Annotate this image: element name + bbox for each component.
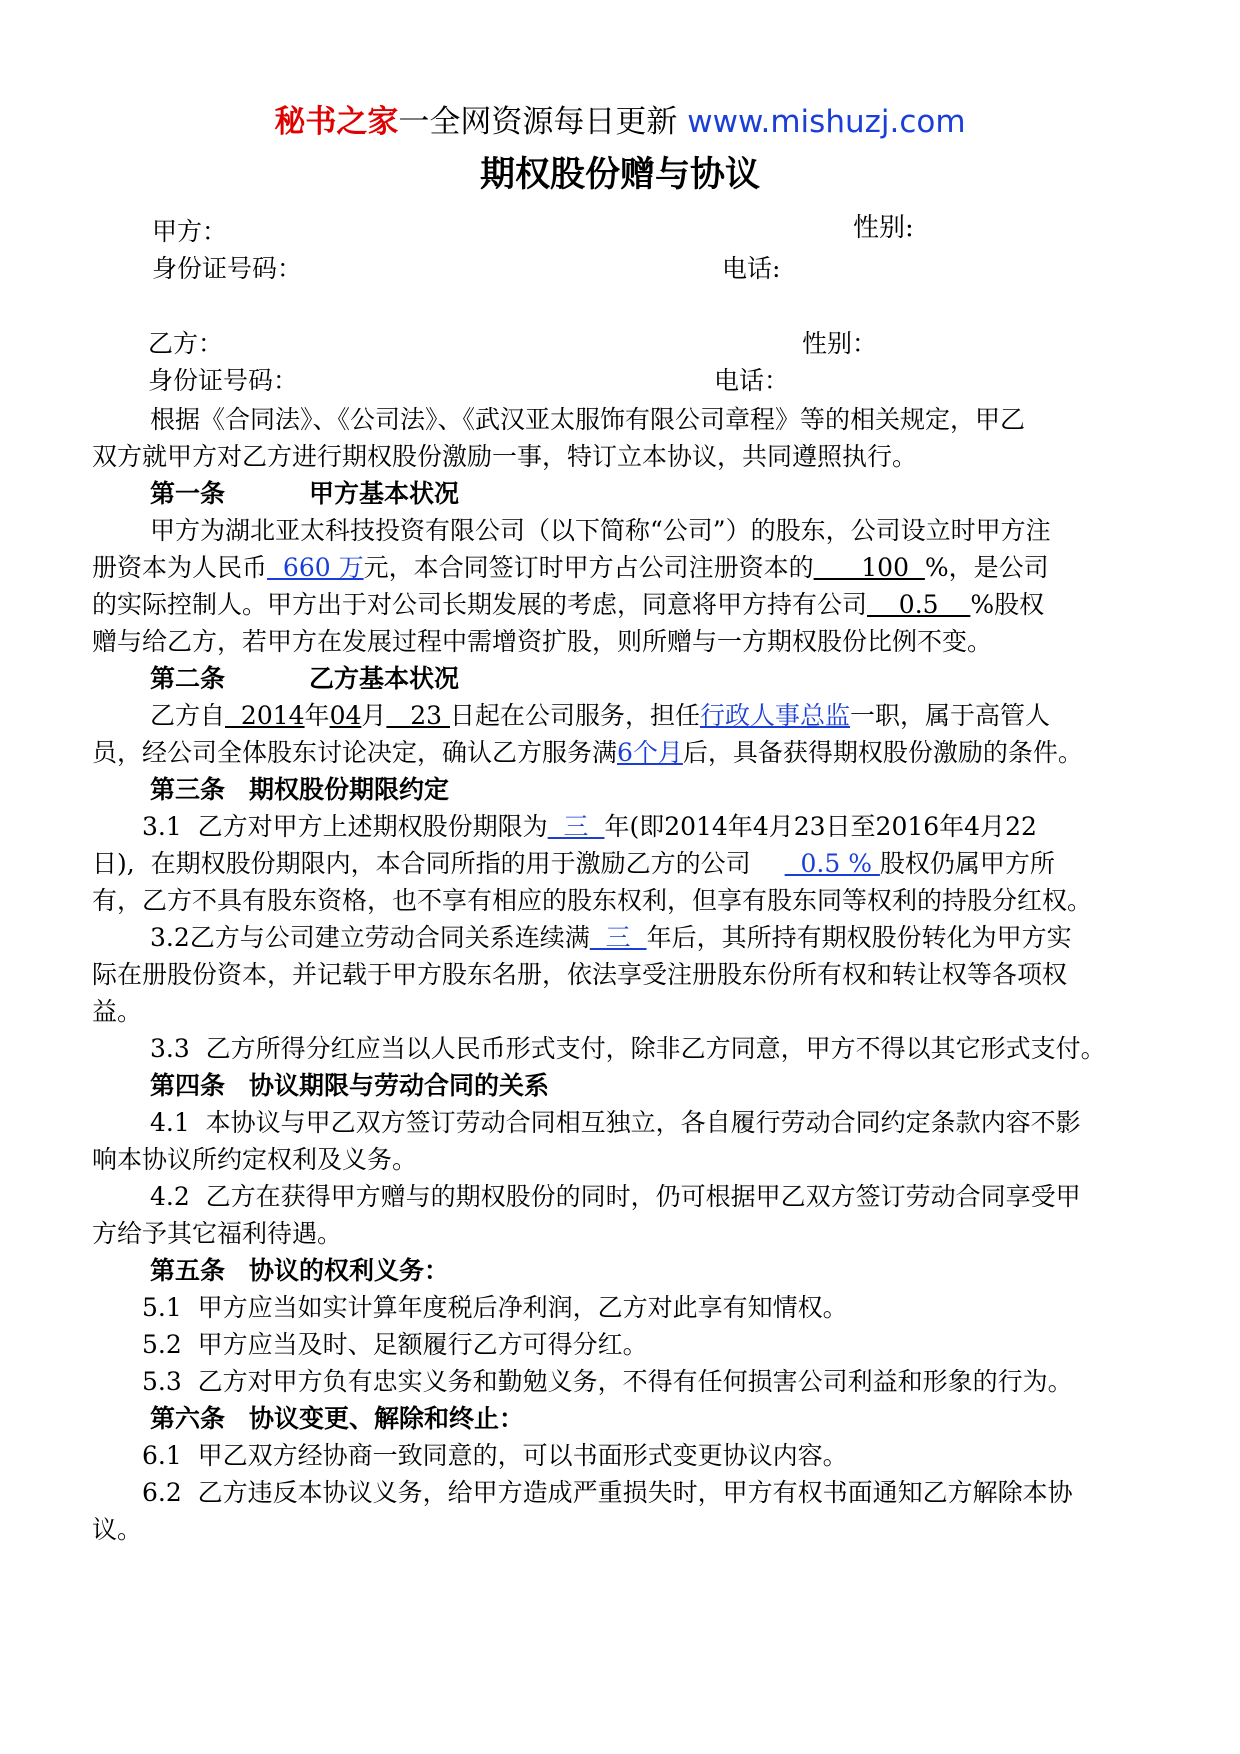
article-title: 期权股份期限约定 — [249, 775, 450, 804]
text: 3.1 乙方对甲方上述期权股份期限为 — [142, 812, 548, 841]
article-5-heading — [92, 1252, 1210, 1289]
article-number: 第二条 — [150, 664, 226, 693]
service-months-value: 6个月 — [617, 738, 683, 767]
clause-5-1: 5.1 甲方应当如实计算年度税后净利润，乙方对此享有知情权。 — [142, 1293, 848, 1322]
clause-3-2-line-3: 益。 — [92, 997, 143, 1026]
text: 日起在公司服务，担任 — [450, 701, 701, 730]
article-number: 第五条 — [150, 1256, 226, 1285]
clause-6-2-line-2: 议。 — [92, 1515, 143, 1544]
start-day-value: 23 — [386, 701, 450, 730]
party-b-label: 乙方： — [148, 329, 224, 358]
clause-4-2-line-1: 4.2 乙方在获得甲方赠与的期权股份的同时，仍可根据甲乙双方签订劳动合同享受甲 — [150, 1182, 1081, 1211]
site-banner — [0, 100, 1240, 144]
clause-6-1: 6.1 甲乙双方经协商一致同意的，可以书面形式变更协议内容。 — [142, 1441, 848, 1470]
article-1-line-2 — [92, 549, 1152, 586]
article-number: 第六条 — [150, 1404, 226, 1433]
clause-3-2-line-1 — [92, 919, 1210, 956]
clause-3-1-line-1 — [92, 808, 1202, 845]
clause-5-2: 5.2 甲方应当及时、足额履行乙方可得分红。 — [142, 1330, 648, 1359]
article-4-heading — [92, 1067, 1210, 1104]
site-url-link[interactable]: www.mishuzj.com — [687, 104, 966, 140]
text: 年后，其所持有期权股份转化为甲方实 — [646, 923, 1072, 952]
text: 一职，属于高管人 — [850, 701, 1051, 730]
article-6-heading — [92, 1400, 1210, 1437]
text: 日), 在期权股份期限内，本合同所指的用于激励乙方的公司 — [92, 849, 751, 878]
brand-name: 秘书之家 — [274, 104, 399, 140]
text: 元，本合同签订时甲方占公司注册资本的 — [363, 553, 814, 582]
banner-tagline: 一全网资源每日更新 — [398, 104, 678, 140]
clause-3-1-line-3: 有，乙方不具有股东资格，也不享有相应的股东权利，但享有股东同等权利的持股分红权。 — [92, 886, 1093, 915]
text: %，是公司 — [924, 553, 1049, 582]
article-2-heading — [92, 660, 1210, 697]
clause-4-2-line-2: 方给予其它福利待遇。 — [92, 1219, 343, 1248]
article-title: 乙方基本状况 — [309, 664, 460, 693]
option-term-value: 三 — [547, 812, 605, 841]
contract-years-value: 三 — [589, 923, 647, 952]
article-title: 甲方基本状况 — [309, 479, 460, 508]
incentive-share-value: 0.5 % — [784, 849, 880, 878]
article-2-line-1 — [92, 697, 1210, 734]
party-b-id-label: 身份证号码： — [148, 366, 299, 395]
article-2-line-2 — [92, 734, 1152, 771]
party-a-label: 甲方： — [152, 217, 228, 246]
text: 后，具备获得期权股份激励的条件。 — [682, 738, 1083, 767]
article-3-heading — [92, 771, 1210, 808]
intro-line-2: 双方就甲方对乙方进行期权股份激励一事，特订立本协议，共同遵照执行。 — [92, 442, 918, 471]
party-a-id-label: 身份证号码： — [152, 254, 303, 283]
clause-3-2-line-2: 际在册股份资本，并记载于甲方股东名册，依法享受注册股东份所有权和转让权等各项权 — [92, 960, 1068, 989]
clause-4-1-line-1: 4.1 本协议与甲乙双方签订劳动合同相互独立，各自履行劳动合同约定条款内容不影 — [150, 1108, 1081, 1137]
clause-3-1-line-2 — [92, 845, 1152, 882]
clause-4-1-line-2: 响本协议所约定权利及义务。 — [92, 1145, 418, 1174]
article-title: 协议的权利义务： — [249, 1256, 450, 1285]
party-a-phone-label: 电话: — [722, 254, 781, 283]
start-month-value: 04 — [329, 701, 362, 730]
gifted-share-value: 0.5 — [867, 590, 971, 619]
article-1-line-4: 赠与给乙方，若甲方在发展过程中需增资扩股，则所赠与一方期权股份比例不变。 — [92, 627, 993, 656]
text: 乙方自 — [150, 701, 226, 730]
clause-3-3: 3.3 乙方所得分红应当以人民币形式支付，除非乙方同意，甲方不得以其它形式支付。 — [150, 1034, 1106, 1063]
clause-6-2-line-1: 6.2 乙方违反本协议义务，给甲方造成严重损失时，甲方有权书面通知乙方解除本协 — [142, 1478, 1073, 1507]
clause-5-3: 5.3 乙方对甲方负有忠实义务和勤勉义务，不得有任何损害公司利益和形象的行为。 — [142, 1367, 1073, 1396]
article-title: 协议期限与劳动合同的关系 — [249, 1071, 550, 1100]
text: 的实际控制人。甲方出于对公司长期发展的考虑，同意将甲方持有公司 — [92, 590, 868, 619]
party-b-phone-label: 电话： — [714, 366, 790, 395]
article-title: 协议变更、解除和终止： — [249, 1404, 525, 1433]
start-year-value: 2014 — [225, 701, 305, 730]
article-1-line-1: 甲方为湖北亚太科技投资有限公司（以下简称“公司”）的股东，公司设立时甲方注 — [150, 516, 1051, 545]
capital-ratio-value: 100 — [813, 553, 925, 582]
document-title: 期权股份赠与协议 — [479, 155, 760, 195]
article-number: 第一条 — [150, 479, 226, 508]
party-a-gender-label: 性别: — [853, 213, 914, 243]
position-value: 行政人事总监 — [700, 701, 851, 730]
registered-capital-value: 660 万 — [267, 553, 364, 582]
article-number: 第三条 — [150, 775, 226, 804]
text: 员，经公司全体股东讨论决定，确认乙方服务满 — [92, 738, 618, 767]
text: 月 — [361, 701, 387, 730]
article-1-heading — [92, 475, 1210, 512]
article-number: 第四条 — [150, 1071, 226, 1100]
text: 3.2乙方与公司建立劳动合同关系连续满 — [150, 923, 590, 952]
article-1-line-3 — [92, 586, 1152, 623]
intro-line-1: 根据《合同法》、《公司法》、《武汉亚太服饰有限公司章程》等的相关规定，甲乙 — [150, 405, 1026, 434]
text: %股权 — [970, 590, 1045, 619]
text: 年 — [304, 701, 330, 730]
party-b-gender-label: 性别： — [802, 329, 878, 358]
text: 年(即2014年4月23日至2016年4月22 — [604, 812, 1037, 841]
text: 册资本为人民币 — [92, 553, 268, 582]
text: 股权仍属甲方所 — [879, 849, 1055, 878]
